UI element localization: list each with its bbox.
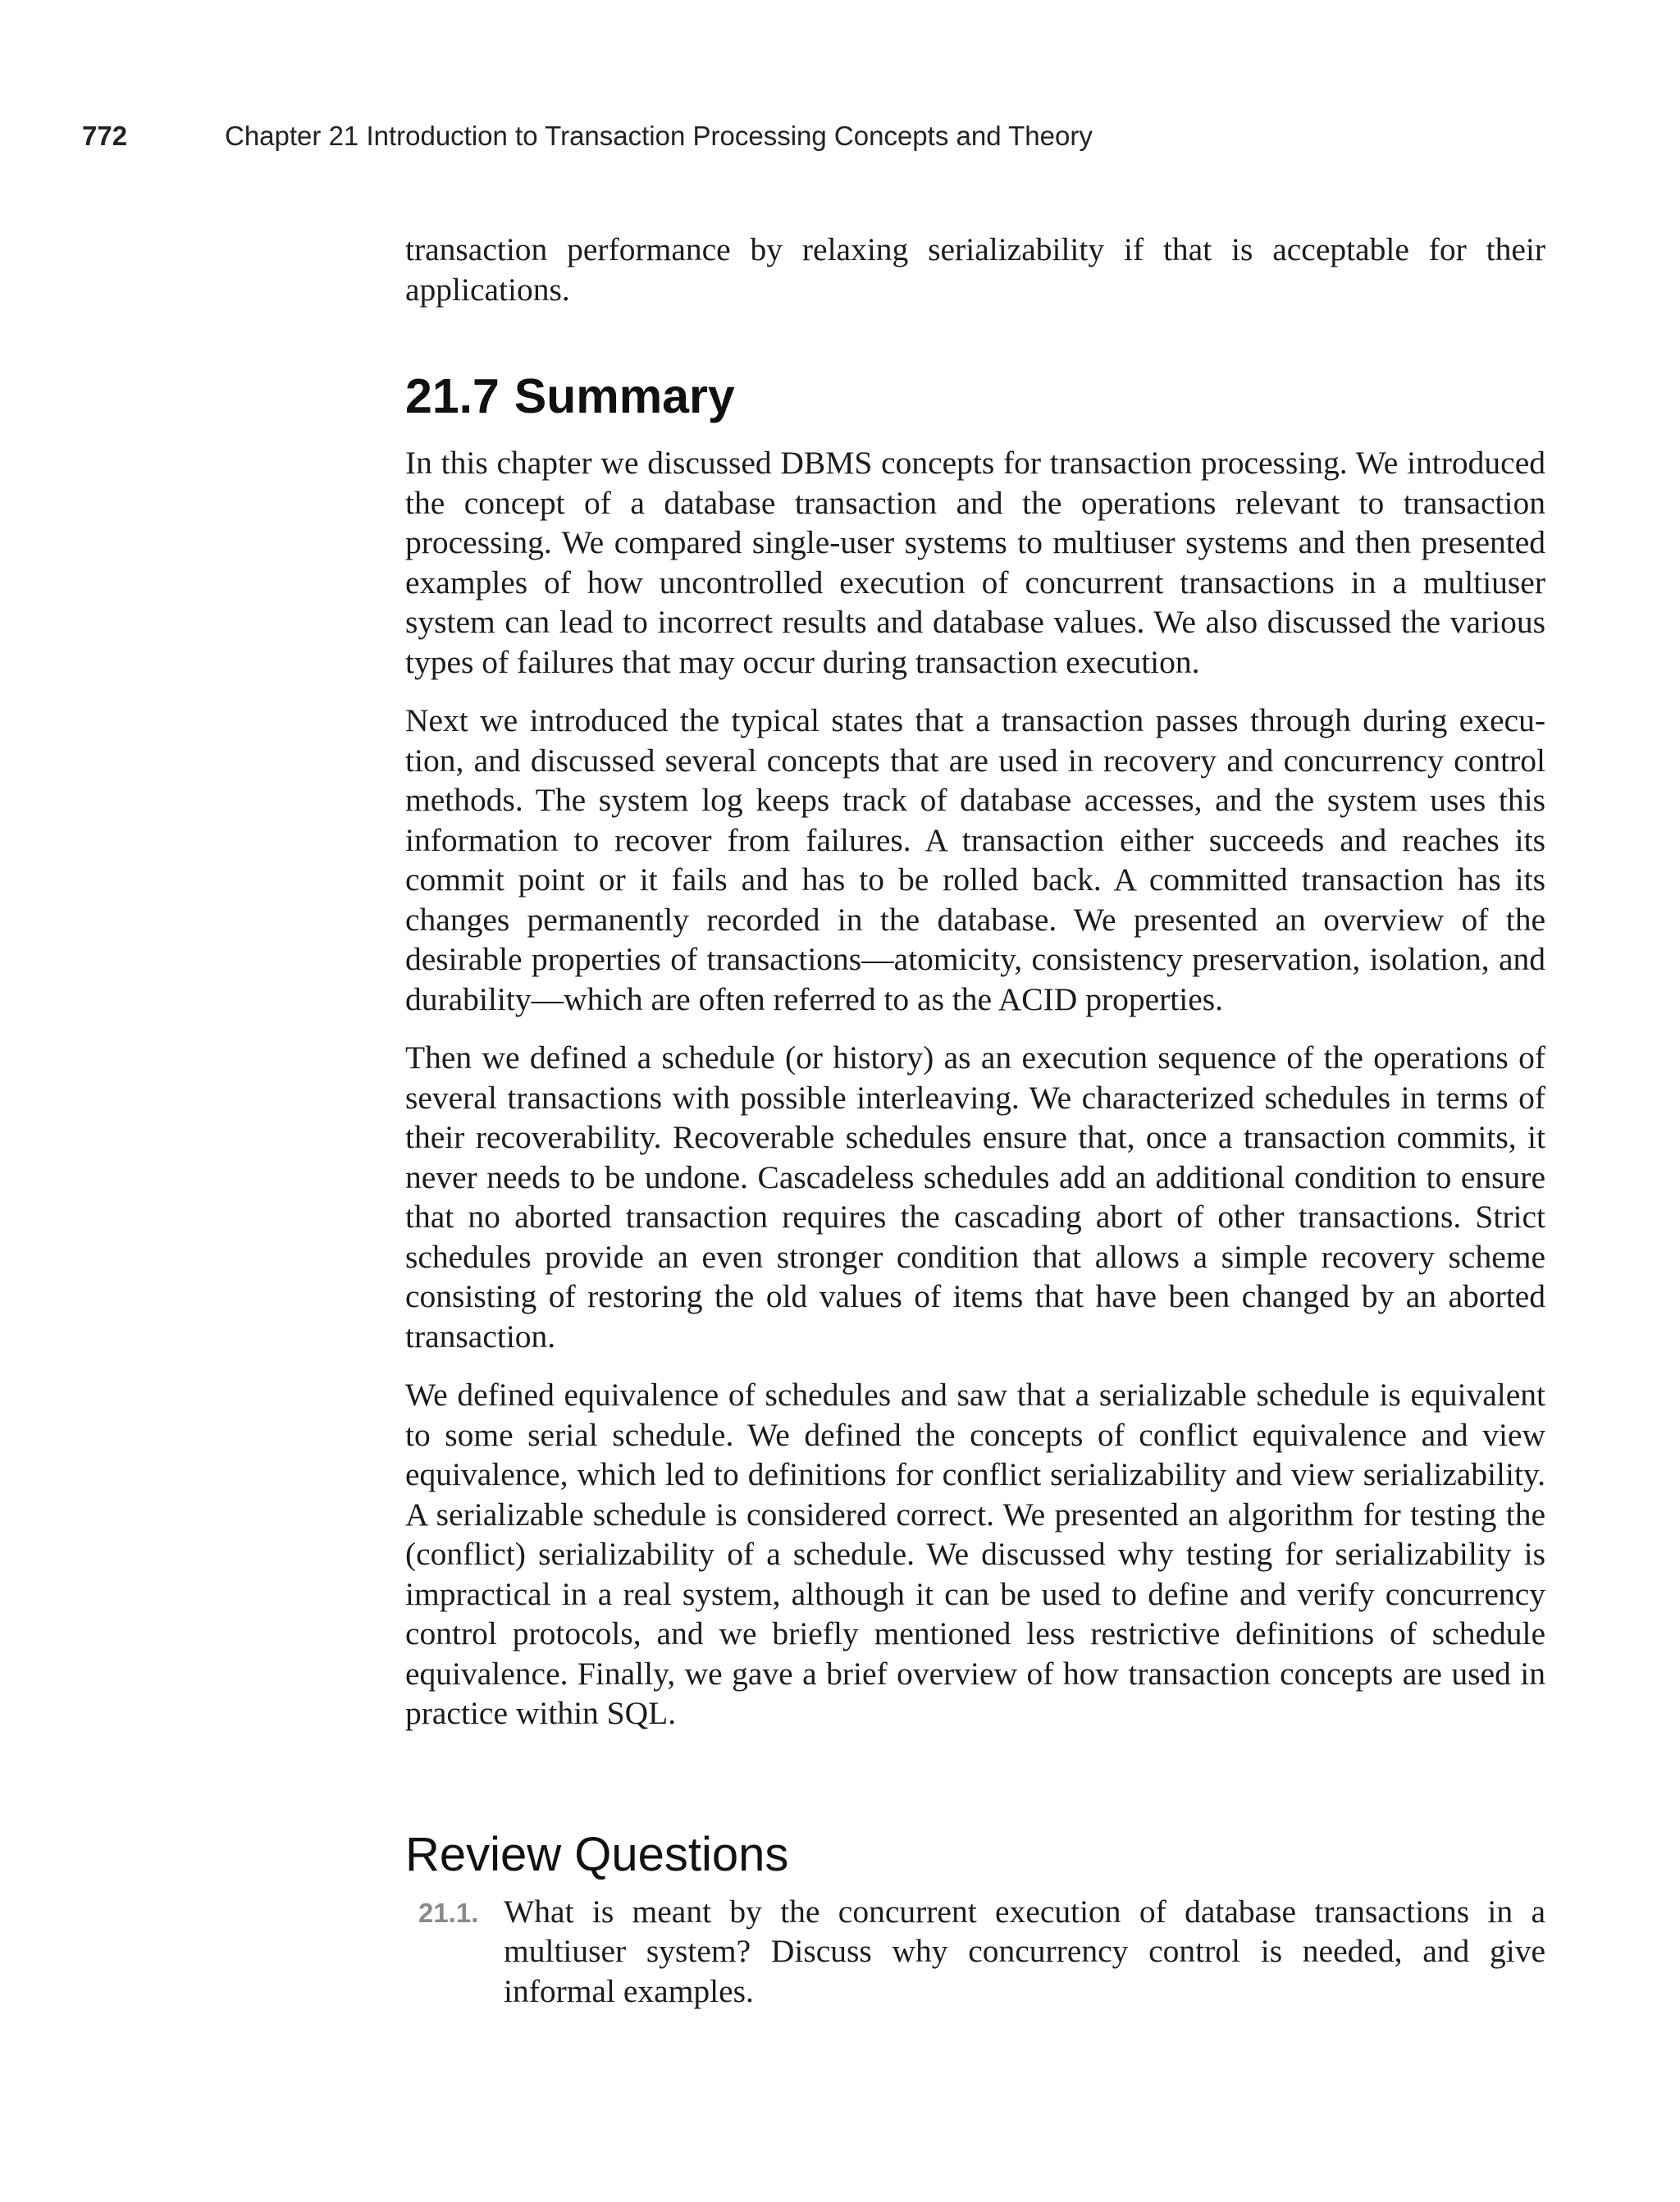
summary-paragraph: Next we introduced the typical states that a transaction passes through during execution, and discussed several concepts that are used in recovery and concurrency control methods. The system log keeps track of database accesses, and the system uses this information to recover from failures. A transaction either succeeds and reaches its commit point or it fails and has to be rolled back. A committed transaction has its changes permanently recorded in the database. We presented an overview of the desirable properties of transactions—atomicity, consistency preservation, isolation, and durability—which are often referred to as the ACID properties. bbox=[405, 702, 1545, 1017]
summary-body bbox=[405, 443, 1545, 1734]
summary-heading bbox=[405, 369, 1545, 423]
section-title: Summary bbox=[514, 369, 735, 423]
intro-paragraph: transaction performance by relaxing serializability if that is acceptable for their applications. bbox=[405, 231, 1545, 308]
page-number: 772 bbox=[82, 121, 128, 151]
chapter-title: Chapter 21 Introduction to Transaction Processing Concepts and Theory bbox=[225, 121, 1093, 151]
question-text: What is meant by the concurrent execution of database transactions in a multiuser system? Discuss why concurrency control is needed, and give informal examples. bbox=[504, 1893, 1545, 2009]
review-question bbox=[405, 1892, 1545, 2012]
summary-paragraph: In this chapter we discussed DBMS concepts for transaction processing. We introduced the concept of a database transaction and the operations relevant to transaction processing. We compared single-user systems to multiuser systems and then presented examples of how uncontrolled execution of concurrent transactions in a multiuser system can lead to incorrect results and database values. We also discussed the various types of failures that may occur during transaction execution. bbox=[405, 445, 1545, 680]
review-questions-heading: Review Questions bbox=[405, 1827, 789, 1881]
section-number: 21.7 bbox=[405, 369, 500, 423]
summary-paragraph: We defined equivalence of schedules and saw that a serializable schedule is equivalent to some serial schedule. We defined the concepts of conflict equivalence and view equivalence, which led to definitions for conflict serializability and view serializability. A serializable schedule is considered correct. We presented an algorithm for testing the (conflict) serializability of a schedule. We discussed why testing for serializability is impractical in a real system, although it can be used to define and verify concurrency control protocols, and we briefly mentioned less restrictive definitions of schedule equivalence. Finally, we gave a brief overview of how transaction concepts are used in practice within SQL. bbox=[405, 1377, 1545, 1731]
running-head bbox=[82, 120, 1559, 153]
page-body bbox=[405, 230, 1545, 2011]
summary-paragraph: Then we defined a schedule (or history) as an execution sequence of the operations of several transactions with possible interleaving. We characterized schedules in terms of their recoverability. Recoverable schedules ensure that, once a transaction commits, it never needs to be undone. Cascadeless schedules add an additional condition to ensure that no aborted transaction requires the cascading abort of other transactions. Strict schedules provide an even stronger condition that allows a simple recovery scheme consisting of restoring the old values of items that have been changed by an aborted transaction. bbox=[405, 1039, 1545, 1355]
question-number: 21.1. bbox=[418, 1897, 479, 1928]
